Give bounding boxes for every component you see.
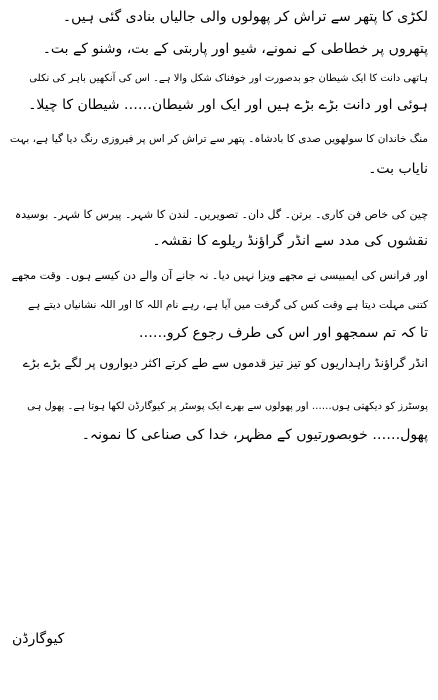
text-line: اور فرانس کی ایمبیسی نے مجھے ویزا نہیں دیا۔ نہ جانے آن والے دن کیسے ہوں۔ وقت مجھے [11, 269, 428, 282]
closing-heading: کیوگارڈن [12, 631, 65, 647]
text-line: ہاتھی دانت کا ایک شیطان جو بدصورت اور خوفناک شکل والا ہے۔ اس کی آنکھیں باہر کی نکلی [29, 73, 428, 84]
text-line: ہوئی اور دانت بڑے بڑے ہیں اور ایک اور شیطان…… شیطان کا چیلا۔ [28, 97, 428, 113]
text-line: لکڑی کا پتھر سے تراش کر پھولوں والی جالیاں بنادی گئی ہیں۔ [62, 9, 428, 25]
text-line: تا کہ تم سمجھو اور اس کی طرف رجوع کرو…… [138, 325, 428, 341]
text-line: منگ خاندان کا سولھویں صدی کا بادشاہ۔ پتھر سے تراش کر اس پر فیروزی رنگ دیا گیا ہے، بہت [10, 133, 428, 145]
text-line: چین کی خاص فن کاری۔ برتن۔ گل دان۔ تصویریں۔ لندن کا شہر۔ پیرس کا شہر۔ بوسیدہ [14, 208, 428, 221]
text-line: کتنی مہلت دیتا ہے وقت کس کی گرفت میں آیا ہے، رہے نام اللہ کا اور اللہ نشانیاں دیتے ہے [28, 299, 428, 311]
text-line: نقشوں کی مدد سے انڈر گراؤنڈ ریلوے کا نقشہ۔ [152, 233, 428, 249]
text-line: نایاب بت۔ [368, 161, 428, 177]
text-line: پھول…… خوبصورتیوں کے مظہر، خدا کی صناعی کا نمونہ۔ [81, 427, 428, 443]
text-line: انڈر گراؤنڈ راہداریوں کو تیز تیز قدموں سے طے کرتے اکثر دیواروں پر لگے بڑے بڑے [22, 356, 428, 370]
text-line: پوسٹرز کو دیکھتی ہوں…… اور پھولوں سے بھرے ایک پوسٹر پر کیوگارڈن لکھا ہوتا ہے۔ پھول ہی [27, 401, 428, 412]
text-line: پتھروں پر خطاطی کے نمونے، شیو اور پاربتی کے بت، وشنو کے بت۔ [42, 41, 428, 57]
